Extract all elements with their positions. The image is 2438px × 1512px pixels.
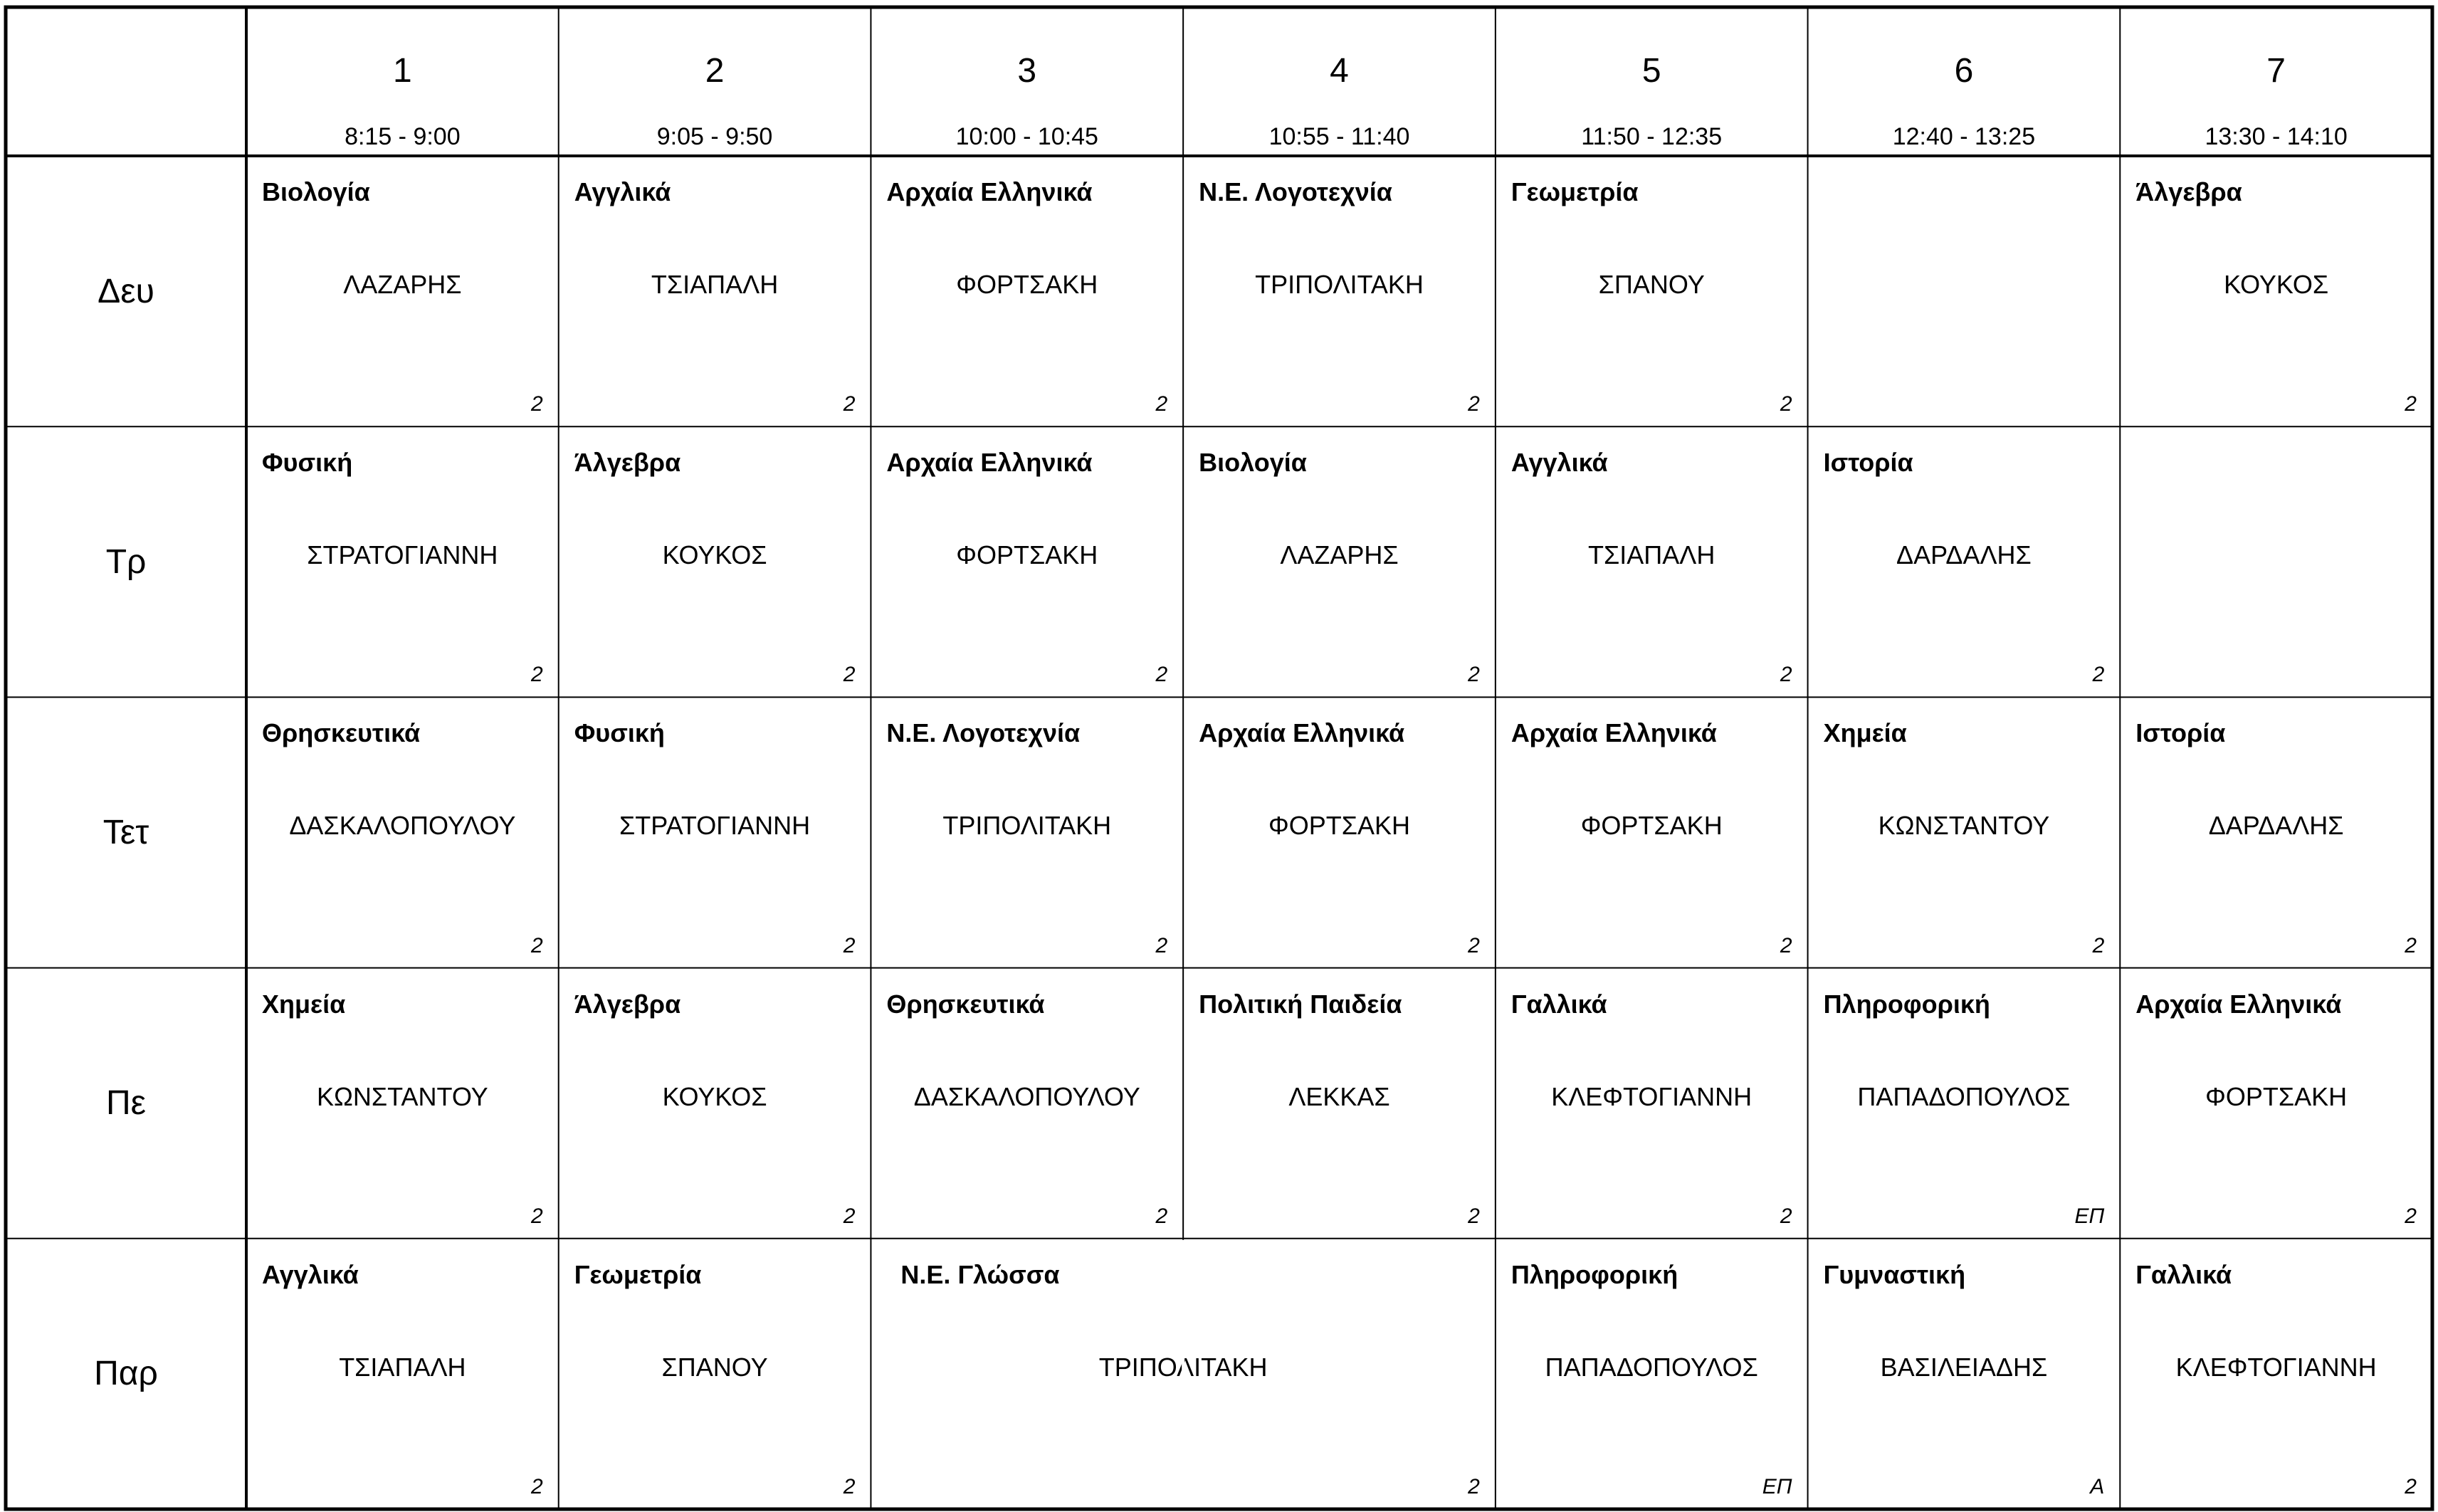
lesson-teacher: ΤΣΙΑΠΑΛΗ xyxy=(1588,540,1715,570)
lesson-subject: Χημεία xyxy=(262,989,346,1019)
period-time: 13:30 - 14:10 xyxy=(2205,123,2348,150)
lesson-cell xyxy=(559,156,871,426)
lesson-cell xyxy=(559,426,871,697)
day-label: Τετ xyxy=(103,813,149,851)
day-label: Τρ xyxy=(105,542,147,581)
period-number: 7 xyxy=(2266,52,2286,90)
day-label: Παρ xyxy=(94,1355,158,1393)
lesson-cell xyxy=(1496,968,1808,1239)
lesson-room: 2 xyxy=(2405,1204,2417,1228)
lesson-room: 2 xyxy=(843,1474,856,1498)
lesson-teacher: ΔΑΡΔΑΛΗΣ xyxy=(1896,540,2032,570)
lesson-subject: Άλγεβρα xyxy=(574,448,681,478)
lesson-cell xyxy=(1496,156,1808,426)
period-header xyxy=(2120,7,2432,156)
lesson-teacher: ΣΠΑΝΟΥ xyxy=(661,1352,768,1382)
lesson-teacher: ΤΡΙΠΟΛΙΤΑΚΗ xyxy=(1098,1352,1268,1382)
lesson-teacher: ΚΛΕΦΤΟΓΙΑΝΝΗ xyxy=(1551,1081,1753,1111)
lesson-teacher: ΚΟΥΚΟΣ xyxy=(662,540,767,570)
lesson-teacher: ΤΣΙΑΠΑΛΗ xyxy=(339,1352,466,1382)
lesson-teacher: ΚΩΝΣΤΑΝΤΟΥ xyxy=(317,1081,488,1111)
lesson-room: 2 xyxy=(1468,933,1480,957)
lesson-cell xyxy=(2120,968,2432,1239)
lesson-room: 2 xyxy=(1155,1204,1168,1228)
lesson-cell xyxy=(1808,968,2121,1239)
period-header xyxy=(246,7,559,156)
period-number: 4 xyxy=(1330,52,1349,90)
lesson-subject: Βιολογία xyxy=(1199,448,1307,478)
lesson-cell xyxy=(1183,697,1496,967)
lesson-subject: Αρχαία Ελληνικά xyxy=(2135,989,2342,1019)
lesson-teacher: ΦΟΡΤΣΑΚΗ xyxy=(2205,1081,2348,1111)
lesson-room: 2 xyxy=(1780,933,1792,957)
lesson-teacher: ΣΠΑΝΟΥ xyxy=(1598,270,1705,299)
lesson-subject: Ν.Ε. Γλώσσα xyxy=(900,1259,1060,1289)
lesson-teacher: ΤΣΙΑΠΑΛΗ xyxy=(651,270,779,299)
day-label: Δευ xyxy=(98,272,154,310)
lesson-teacher: ΦΟΡΤΣΑΚΗ xyxy=(956,270,1098,299)
lesson-subject: Αγγλικά xyxy=(574,177,671,206)
lesson-subject: Αρχαία Ελληνικά xyxy=(1199,718,1405,748)
lesson-room: 2 xyxy=(1468,392,1480,416)
period-header xyxy=(1496,7,1808,156)
lesson-cell xyxy=(1496,697,1808,967)
period-header xyxy=(559,7,871,156)
lesson-cell xyxy=(2120,697,2432,967)
lesson-room: 2 xyxy=(843,392,856,416)
lesson-room: 2 xyxy=(1468,1474,1480,1498)
lesson-room: 2 xyxy=(1468,663,1480,687)
lesson-room: 2 xyxy=(531,1204,543,1228)
lesson-teacher: ΠΑΠΑΔΟΠΟΥΛΟΣ xyxy=(1857,1081,2071,1111)
lesson-cell xyxy=(559,968,871,1239)
period-time: 11:50 - 12:35 xyxy=(1581,123,1723,150)
lesson-teacher: ΦΟΡΤΣΑΚΗ xyxy=(1268,811,1410,841)
lesson-cell xyxy=(559,697,871,967)
lesson-subject: Βιολογία xyxy=(262,177,370,206)
lesson-subject: Πληροφορική xyxy=(1823,989,1990,1019)
period-number: 2 xyxy=(705,52,725,90)
lesson-room: 2 xyxy=(1780,392,1792,416)
lesson-subject: Φυσική xyxy=(262,448,353,478)
lesson-cell xyxy=(871,156,1183,426)
lesson-teacher: ΦΟΡΤΣΑΚΗ xyxy=(1580,811,1723,841)
lesson-subject: Πληροφορική xyxy=(1510,1259,1678,1289)
period-number: 1 xyxy=(393,52,412,90)
lesson-cell xyxy=(2120,1239,2432,1509)
lesson-subject: Φυσική xyxy=(574,718,665,748)
period-time: 12:40 - 13:25 xyxy=(1892,123,2036,150)
period-header xyxy=(871,7,1183,156)
lesson-room: 2 xyxy=(1155,392,1168,416)
lesson-subject: Γαλλικά xyxy=(2135,1259,2232,1289)
lesson-teacher: ΔΑΣΚΑΛΟΠΟΥΛΟΥ xyxy=(289,811,516,841)
lesson-room: 2 xyxy=(2405,933,2417,957)
lesson-cell xyxy=(2120,156,2432,426)
period-number: 3 xyxy=(1017,52,1037,90)
lesson-cell xyxy=(246,426,559,697)
lesson-room: 2 xyxy=(1155,933,1168,957)
period-number: 5 xyxy=(1641,52,1661,90)
lesson-room: ΕΠ xyxy=(2074,1204,2105,1228)
lesson-room: Α xyxy=(2090,1474,2105,1498)
lesson-cell xyxy=(871,968,1183,1239)
lesson-room: 2 xyxy=(1780,1204,1792,1228)
lesson-teacher: ΔΑΡΔΑΛΗΣ xyxy=(2208,811,2344,841)
lesson-subject: Αρχαία Ελληνικά xyxy=(886,177,1093,206)
lesson-room: 2 xyxy=(2405,1474,2417,1498)
lesson-subject: Ν.Ε. Λογοτεχνία xyxy=(1199,177,1392,206)
period-time: 10:00 - 10:45 xyxy=(955,123,1098,150)
lesson-cell xyxy=(246,156,559,426)
lesson-teacher: ΚΛΕΦΤΟΓΙΑΝΝΗ xyxy=(2175,1352,2377,1382)
lesson-subject: Γαλλικά xyxy=(1510,989,1607,1019)
lesson-room: 2 xyxy=(531,392,543,416)
lesson-cell xyxy=(1808,156,2121,426)
lesson-cell xyxy=(1183,426,1496,697)
lesson-cell xyxy=(559,1239,871,1509)
lesson-subject: Χημεία xyxy=(1823,718,1907,748)
lesson-room: 2 xyxy=(531,663,543,687)
lesson-cell xyxy=(871,426,1183,697)
lesson-subject: Γεωμετρία xyxy=(574,1259,702,1289)
lesson-subject: Ιστορία xyxy=(2135,718,2226,748)
lesson-room: 2 xyxy=(531,933,543,957)
lesson-teacher: ΚΩΝΣΤΑΝΤΟΥ xyxy=(1878,811,2050,841)
lesson-cell xyxy=(1183,156,1496,426)
lesson-cell xyxy=(246,968,559,1239)
lesson-teacher: ΤΡΙΠΟΛΙΤΑΚΗ xyxy=(942,811,1112,841)
lesson-teacher: ΔΑΣΚΑΛΟΠΟΥΛΟΥ xyxy=(913,1081,1140,1111)
lesson-cell xyxy=(1183,968,1496,1239)
lesson-teacher: ΠΑΠΑΔΟΠΟΥΛΟΣ xyxy=(1545,1352,1758,1382)
lesson-room: 2 xyxy=(2405,392,2417,416)
lesson-cell xyxy=(1496,1239,1808,1509)
lesson-room: 2 xyxy=(531,1474,543,1498)
lesson-subject: Αγγλικά xyxy=(1510,448,1608,478)
lesson-room: 2 xyxy=(2092,933,2105,957)
lesson-teacher: ΤΡΙΠΟΛΙΤΑΚΗ xyxy=(1255,270,1424,299)
corner-cell xyxy=(6,7,246,156)
lesson-teacher: ΣΤΡΑΤΟΓΙΑΝΝΗ xyxy=(619,811,811,841)
lesson-teacher: ΦΟΡΤΣΑΚΗ xyxy=(956,540,1098,570)
lesson-room: 2 xyxy=(843,1204,856,1228)
lesson-cell xyxy=(1496,426,1808,697)
period-time: 9:05 - 9:50 xyxy=(656,123,773,150)
lesson-room: 2 xyxy=(843,933,856,957)
lesson-cell xyxy=(871,697,1183,967)
lesson-cell xyxy=(1808,697,2121,967)
period-number: 6 xyxy=(1954,52,1974,90)
lesson-cell xyxy=(246,1239,559,1509)
period-header xyxy=(1183,7,1496,156)
lesson-cell xyxy=(246,697,559,967)
period-time: 8:15 - 9:00 xyxy=(345,123,461,150)
lesson-teacher: ΛΑΖΑΡΗΣ xyxy=(1280,540,1399,570)
lesson-cell xyxy=(871,1239,1495,1509)
lesson-teacher: ΚΟΥΚΟΣ xyxy=(2224,270,2329,299)
lesson-room: ΕΠ xyxy=(1762,1474,1792,1498)
lesson-room: 2 xyxy=(1468,1204,1480,1228)
lesson-subject: Αγγλικά xyxy=(262,1259,359,1289)
lesson-room: 2 xyxy=(843,663,856,687)
lesson-teacher: ΒΑΣΙΛΕΙΑΔΗΣ xyxy=(1880,1352,2048,1382)
lesson-subject: Ιστορία xyxy=(1823,448,1913,478)
lesson-cell xyxy=(1808,426,2121,697)
lesson-subject: Αρχαία Ελληνικά xyxy=(886,448,1093,478)
lesson-subject: Πολιτική Παιδεία xyxy=(1199,989,1402,1019)
lesson-teacher: ΛΕΚΚΑΣ xyxy=(1288,1081,1390,1111)
lesson-subject: Γυμναστική xyxy=(1823,1259,1966,1289)
lesson-subject: Άλγεβρα xyxy=(2135,177,2242,206)
lesson-room: 2 xyxy=(1780,663,1792,687)
lesson-subject: Θρησκευτικά xyxy=(886,989,1045,1019)
lesson-room: 2 xyxy=(2092,663,2105,687)
period-header xyxy=(1808,7,2121,156)
lesson-subject: Αρχαία Ελληνικά xyxy=(1510,718,1717,748)
period-time: 10:55 - 11:40 xyxy=(1268,123,1410,150)
lesson-cell xyxy=(2120,426,2432,697)
lesson-subject: Ν.Ε. Λογοτεχνία xyxy=(886,718,1081,748)
lesson-cell xyxy=(1808,1239,2121,1509)
lesson-subject: Θρησκευτικά xyxy=(262,718,421,748)
lesson-teacher: ΣΤΡΑΤΟΓΙΑΝΝΗ xyxy=(307,540,498,570)
lesson-teacher: ΛΑΖΑΡΗΣ xyxy=(343,270,462,299)
lesson-subject: Άλγεβρα xyxy=(574,989,681,1019)
lesson-teacher: ΚΟΥΚΟΣ xyxy=(662,1081,767,1111)
lesson-subject: Γεωμετρία xyxy=(1510,177,1639,206)
lesson-room: 2 xyxy=(1155,663,1168,687)
day-label: Πε xyxy=(105,1084,147,1123)
